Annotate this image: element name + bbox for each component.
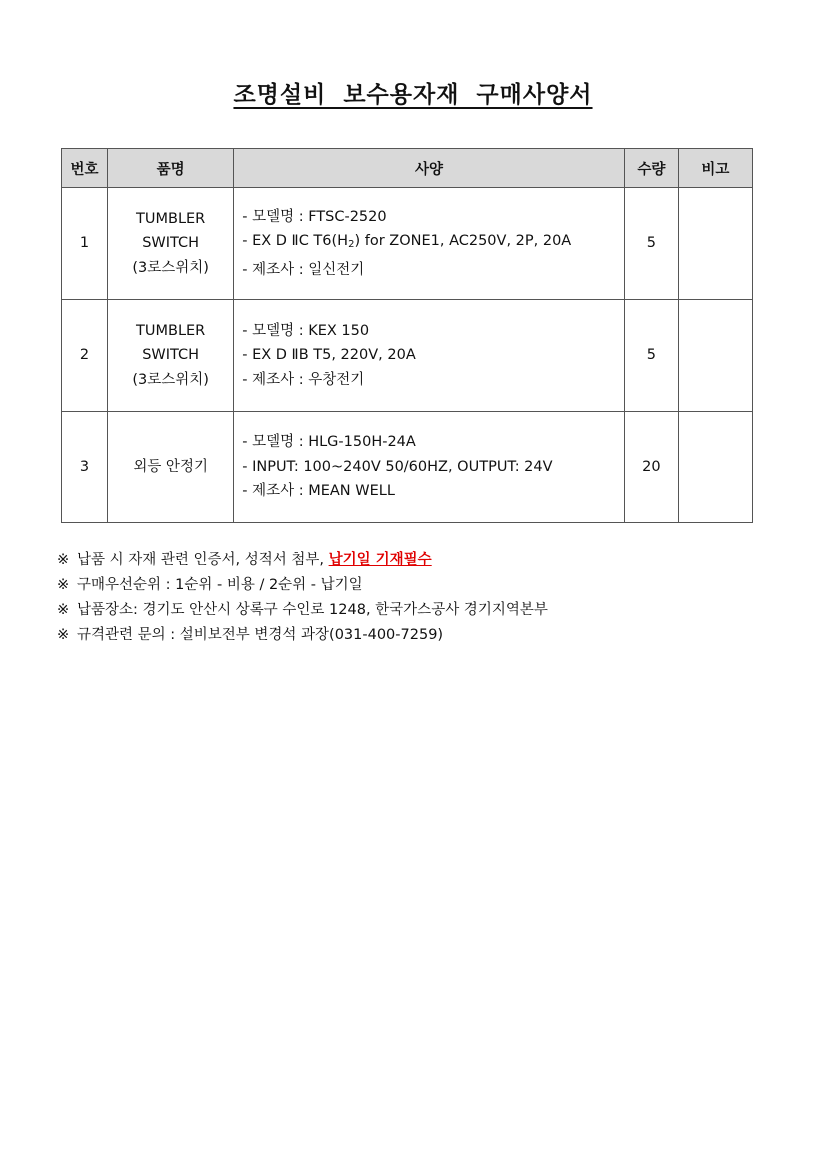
- note-text: 규격관련 문의 : 설비보전부 변경석 과장(031-400-7259): [77, 627, 444, 643]
- header-no: 번호: [62, 149, 108, 188]
- table-header-row: [62, 149, 753, 188]
- spec-input-output: - INPUT: 100~240V 50/60HZ, OUTPUT: 24V: [242, 458, 553, 475]
- table-row: [62, 300, 753, 412]
- spec-maker: - 제조사 : MEAN WELL: [242, 483, 395, 500]
- notes-section: [57, 548, 548, 648]
- spec-model: - 모델명 : KEX 150: [242, 322, 370, 339]
- spec-maker: - 제조사 : 우창전기: [242, 371, 365, 388]
- item-name: 외등 안정기: [108, 412, 234, 523]
- spec-model: - 모델명 : HLG-150H-24A: [242, 434, 416, 451]
- item-spec: [234, 188, 625, 300]
- note-delivery-docs: [57, 548, 548, 573]
- reference-mark: ※: [57, 602, 70, 618]
- note-contact: [57, 623, 548, 648]
- item-name-line: SWITCH: [142, 235, 200, 252]
- note-text: 납품장소: 경기도 안산시 상록구 수인로 1248, 한국가스공사 경기지역본부: [77, 602, 548, 618]
- spec-rating-subscript: 2: [348, 239, 355, 251]
- row-number: 3: [62, 412, 108, 523]
- reference-mark: ※: [57, 552, 70, 568]
- item-qty: 5: [624, 300, 678, 412]
- item-qty: 5: [624, 188, 678, 300]
- header-spec: 사양: [234, 149, 625, 188]
- item-name-line: TUMBLER: [136, 210, 206, 227]
- note-text: 구매우선순위 : 1순위 - 비용 / 2순위 - 납기일: [77, 577, 363, 593]
- note-priority: [57, 573, 548, 598]
- header-name: 품명: [108, 149, 234, 188]
- item-note: [678, 300, 752, 412]
- item-spec: [234, 412, 625, 523]
- item-note: [678, 412, 752, 523]
- row-number: 1: [62, 188, 108, 300]
- header-note: 비고: [678, 149, 752, 188]
- item-name: [108, 188, 234, 300]
- table-row: [62, 412, 753, 523]
- note-emphasis: 납기일 기재필수: [328, 552, 432, 568]
- spec-table: [61, 148, 753, 523]
- item-name: [108, 300, 234, 412]
- item-name-line: SWITCH: [142, 347, 200, 364]
- document-title-wrap: [0, 76, 826, 109]
- reference-mark: ※: [57, 577, 70, 593]
- note-delivery-place: [57, 598, 548, 623]
- header-qty: 수량: [624, 149, 678, 188]
- item-qty: 20: [624, 412, 678, 523]
- spec-rating-prefix: - EX D ⅡC T6(H: [242, 233, 349, 250]
- item-spec: [234, 300, 625, 412]
- spec-rating: - EX D ⅡB T5, 220V, 20A: [242, 347, 416, 364]
- spec-maker: - 제조사 : 일신전기: [242, 261, 365, 278]
- reference-mark: ※: [57, 627, 70, 643]
- spec-rating-suffix: ) for ZONE1, AC250V, 2P, 20A: [354, 233, 572, 250]
- table-row: [62, 188, 753, 300]
- item-name-line: (3로스위치): [132, 259, 209, 276]
- row-number: 2: [62, 300, 108, 412]
- note-text: 납품 시 자재 관련 인증서, 성적서 첨부,: [77, 552, 329, 568]
- document-title: 조명설비 보수용자재 구매사양서: [233, 82, 593, 108]
- spec-rating: [242, 229, 624, 258]
- item-name-line: (3로스위치): [132, 371, 209, 388]
- spec-model: - 모델명 : FTSC-2520: [242, 208, 387, 225]
- item-name-line: TUMBLER: [136, 322, 206, 339]
- item-note: [678, 188, 752, 300]
